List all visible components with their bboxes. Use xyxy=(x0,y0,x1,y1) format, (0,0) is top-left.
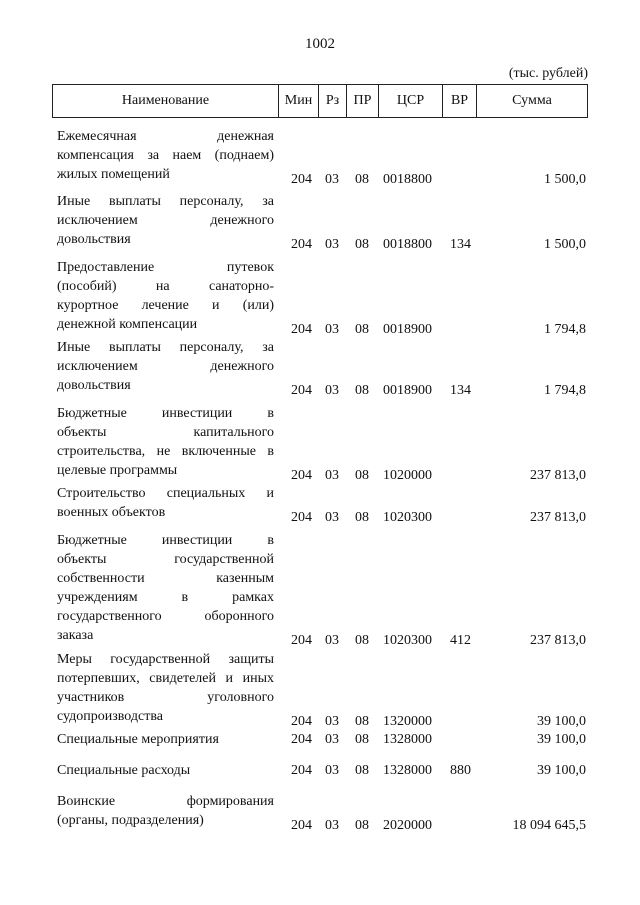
row-pr: 08 xyxy=(355,633,369,648)
row-name-line: Меры государственной защиты xyxy=(57,652,274,667)
row-name-line: объекты капитального xyxy=(57,425,274,440)
row-name xyxy=(57,338,274,395)
row-rz: 03 xyxy=(325,732,339,747)
row-min: 204 xyxy=(291,322,312,337)
row-name xyxy=(57,792,274,830)
row-name-line: строительства, не включенные в xyxy=(57,444,274,459)
row-csr: 1320000 xyxy=(383,714,432,729)
row-rz: 03 xyxy=(325,633,339,648)
row-pr: 08 xyxy=(355,763,369,778)
page-number: 1002 xyxy=(305,36,335,52)
row-csr: 0018900 xyxy=(383,322,432,337)
row-name-line: объекты государственной xyxy=(57,552,274,567)
row-rz: 03 xyxy=(325,510,339,525)
row-name-line: Специальные расходы xyxy=(57,763,191,778)
row-sum: 237 813,0 xyxy=(530,510,586,525)
row-name xyxy=(57,484,274,522)
row-sum: 39 100,0 xyxy=(537,763,586,778)
row-sum: 1 500,0 xyxy=(544,172,586,187)
row-name xyxy=(57,531,274,645)
row-name-line: потерпевших, свидетелей и иных xyxy=(57,671,274,686)
row-name xyxy=(57,127,274,184)
row-rz: 03 xyxy=(325,237,339,252)
header-sum: Сумма xyxy=(512,93,552,108)
row-name-line: Иные выплаты персоналу, за xyxy=(57,340,274,355)
row-pr: 08 xyxy=(355,714,369,729)
row-name-line: исключением денежного xyxy=(57,213,274,228)
row-name-line: заказа xyxy=(57,628,94,643)
row-name-line: целевые программы xyxy=(57,463,178,478)
row-name-line: учреждениям в рамках xyxy=(57,590,274,605)
row-sum: 39 100,0 xyxy=(537,732,586,747)
row-name-line: жилых помещений xyxy=(57,167,170,182)
row-vr: 880 xyxy=(450,763,471,778)
row-name xyxy=(57,761,274,780)
row-name-line: Специальные мероприятия xyxy=(57,732,219,747)
row-sum: 39 100,0 xyxy=(537,714,586,729)
row-name xyxy=(57,650,274,726)
header-pr: ПР xyxy=(347,85,379,117)
row-csr: 2020000 xyxy=(383,818,432,833)
row-pr: 08 xyxy=(355,732,369,747)
row-name-line: военных объектов xyxy=(57,505,166,520)
row-name xyxy=(57,730,274,749)
row-name-line: курортное лечение и (или) xyxy=(57,298,274,313)
header-vr: ВР xyxy=(443,85,477,117)
row-rz: 03 xyxy=(325,172,339,187)
row-sum: 18 094 645,5 xyxy=(512,818,586,833)
row-min: 204 xyxy=(291,237,312,252)
row-csr: 0018800 xyxy=(383,172,432,187)
header-name: Наименование xyxy=(53,85,279,117)
row-min: 204 xyxy=(291,732,312,747)
row-name-line: Воинские формирования xyxy=(57,794,274,809)
row-min: 204 xyxy=(291,714,312,729)
header-min: Мин xyxy=(279,85,319,117)
row-name-line: участников уголовного xyxy=(57,690,274,705)
row-min: 204 xyxy=(291,633,312,648)
row-pr: 08 xyxy=(355,818,369,833)
row-rz: 03 xyxy=(325,468,339,483)
row-name xyxy=(57,258,274,334)
row-csr: 1328000 xyxy=(383,732,432,747)
row-vr: 134 xyxy=(450,237,471,252)
row-sum: 237 813,0 xyxy=(530,468,586,483)
row-min: 204 xyxy=(291,510,312,525)
row-name-line: довольствия xyxy=(57,232,131,247)
row-name-line: исключением денежного xyxy=(57,359,274,374)
row-rz: 03 xyxy=(325,714,339,729)
row-sum: 1 794,8 xyxy=(544,383,586,398)
row-name-line: денежной компенсации xyxy=(57,317,198,332)
row-rz: 03 xyxy=(325,322,339,337)
row-name-line: Бюджетные инвестиции в xyxy=(57,533,274,548)
row-min: 204 xyxy=(291,818,312,833)
row-sum: 1 794,8 xyxy=(544,322,586,337)
table-header xyxy=(52,84,588,118)
header-csr: ЦСР xyxy=(379,85,443,117)
row-pr: 08 xyxy=(355,510,369,525)
row-min: 204 xyxy=(291,763,312,778)
row-name-line: государственного оборонного xyxy=(57,609,274,624)
row-csr: 1020300 xyxy=(383,510,432,525)
row-pr: 08 xyxy=(355,172,369,187)
row-min: 204 xyxy=(291,383,312,398)
units-label: (тыс. рублей) xyxy=(508,66,588,81)
row-name-line: Ежемесячная денежная xyxy=(57,129,274,144)
row-vr: 134 xyxy=(450,383,471,398)
row-pr: 08 xyxy=(355,237,369,252)
row-rz: 03 xyxy=(325,383,339,398)
header-rz: Рз xyxy=(319,85,347,117)
row-name-line: (органы, подразделения) xyxy=(57,813,204,828)
row-name xyxy=(57,192,274,249)
row-min: 204 xyxy=(291,468,312,483)
row-vr: 412 xyxy=(450,633,471,648)
row-rz: 03 xyxy=(325,818,339,833)
row-csr: 1328000 xyxy=(383,763,432,778)
row-name xyxy=(57,404,274,480)
row-pr: 08 xyxy=(355,383,369,398)
row-name-line: Бюджетные инвестиции в xyxy=(57,406,274,421)
row-min: 204 xyxy=(291,172,312,187)
row-name-line: собственности казенным xyxy=(57,571,274,586)
row-name-line: Строительство специальных и xyxy=(57,486,274,501)
row-name-line: (пособий) на санаторно- xyxy=(57,279,274,294)
row-pr: 08 xyxy=(355,322,369,337)
row-name-line: компенсация за наем (поднаем) xyxy=(57,148,274,163)
row-name-line: Предоставление путевок xyxy=(57,260,274,275)
row-name-line: довольствия xyxy=(57,378,131,393)
row-csr: 0018800 xyxy=(383,237,432,252)
row-name-line: судопроизводства xyxy=(57,709,163,724)
row-sum: 1 500,0 xyxy=(544,237,586,252)
row-csr: 1020300 xyxy=(383,633,432,648)
row-rz: 03 xyxy=(325,763,339,778)
row-csr: 1020000 xyxy=(383,468,432,483)
row-name-line: Иные выплаты персоналу, за xyxy=(57,194,274,209)
row-csr: 0018900 xyxy=(383,383,432,398)
row-pr: 08 xyxy=(355,468,369,483)
row-sum: 237 813,0 xyxy=(530,633,586,648)
